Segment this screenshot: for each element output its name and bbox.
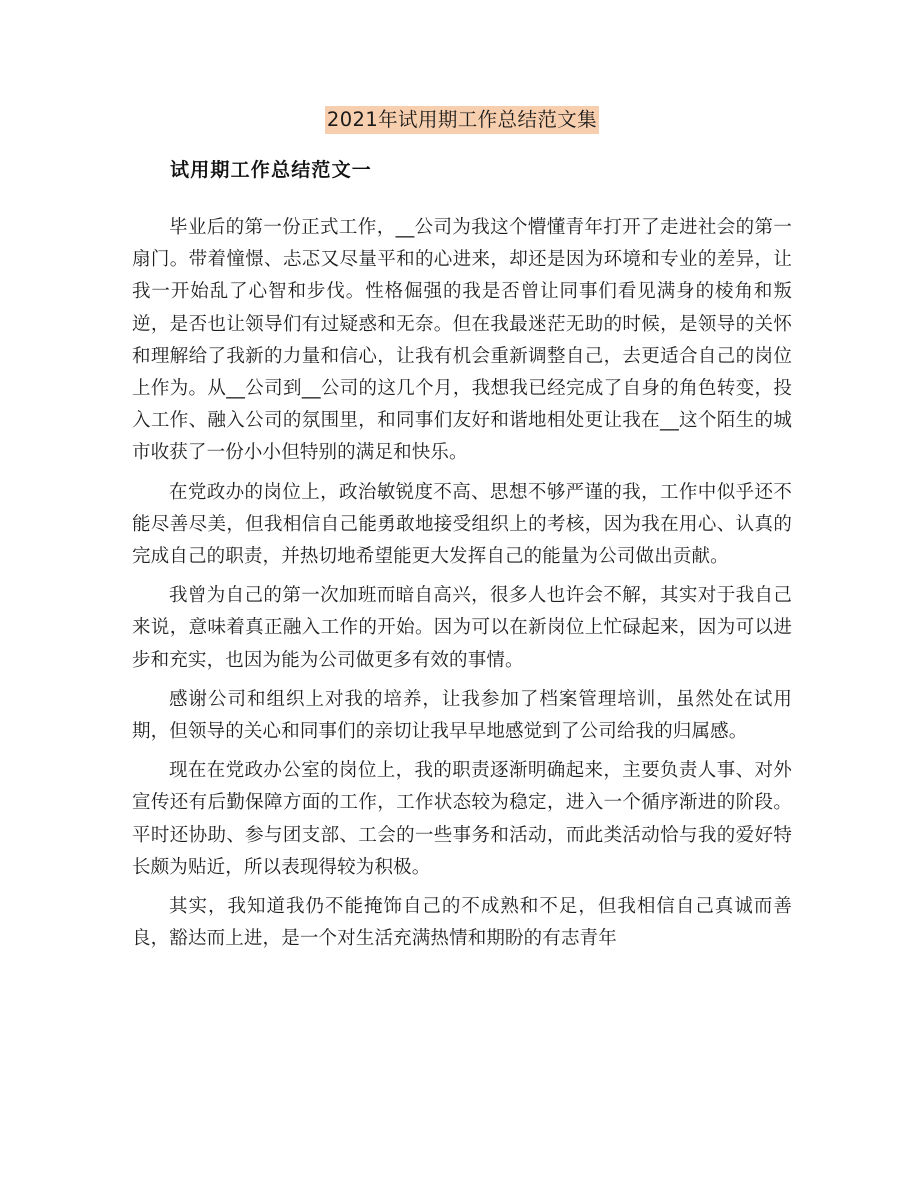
paragraph: 我曾为自己的第一次加班而暗自高兴，很多人也许会不解，其实对于我自己来说，意味着真正融入工作的开始。因为可以在新岗位上忙碌起来，因为可以进步和充实，也因为能为公司做更多有效的事情。 — [132, 585, 792, 671]
body-text — [132, 212, 792, 962]
page-title — [132, 105, 792, 135]
paragraph: 其实，我知道我仍不能掩饰自己的不成熟和不足，但我相信自己真诚而善良，豁达而上进，是一个对生活充满热情和期盼的有志青年 — [132, 896, 792, 950]
section-subtitle: 试用期工作总结范文一 — [170, 159, 373, 181]
paragraph: 感谢公司和组织上对我的培养，让我参加了档案管理培训，虽然处在试用期，但领导的关心和同事们的亲切让我早早地感觉到了公司给我的归属感。 — [132, 688, 792, 743]
page-title-highlight: 2021年试用期工作总结范文集 — [325, 106, 599, 134]
paragraph: 毕业后的第一份正式工作，__公司为我这个懵懂青年打开了走进社会的第一扇门。带着憧憬、忐忑又尽量平和的心进来，却还是因为环境和专业的差异，让我一开始乱了心智和步伐。性格倔强的我是否曾让同事们看见满身的棱角和叛逆，是否也让领导们有过疑惑和无奈。但在我最迷茫无助的时候，是领导的关怀和理解给了我新的力量和信心，让我有机会重新调整自己，去更适合自己的岗位上作为。从__公司到__公司的这几个月，我想我已经完成了自身的角色转变，投入工作、融入公司的氛围里，和同事们友好和谐地相处更让我在__这个陌生的城市收获了一份小小但特别的满足和快乐。 — [132, 217, 792, 464]
paragraph: 在党政办的岗位上，政治敏锐度不高、思想不够严谨的我，工作中似乎还不能尽善尽美，但我相信自己能勇敢地接受组织上的考核，因为我在用心、认真的完成自己的职责，并热切地希望能更大发挥自己的能量为公司做出贡献。 — [132, 481, 792, 568]
paragraph: 现在在党政办公室的岗位上，我的职责逐渐明确起来，主要负责人事、对外宣传还有后勤保障方面的工作，工作状态较为稳定，进入一个循序渐进的阶段。平时还协助、参与团支部、工会的一些事务和活动，而此类活动恰与我的爱好特长颇为贴近，所以表现得较为积极。 — [132, 760, 792, 878]
